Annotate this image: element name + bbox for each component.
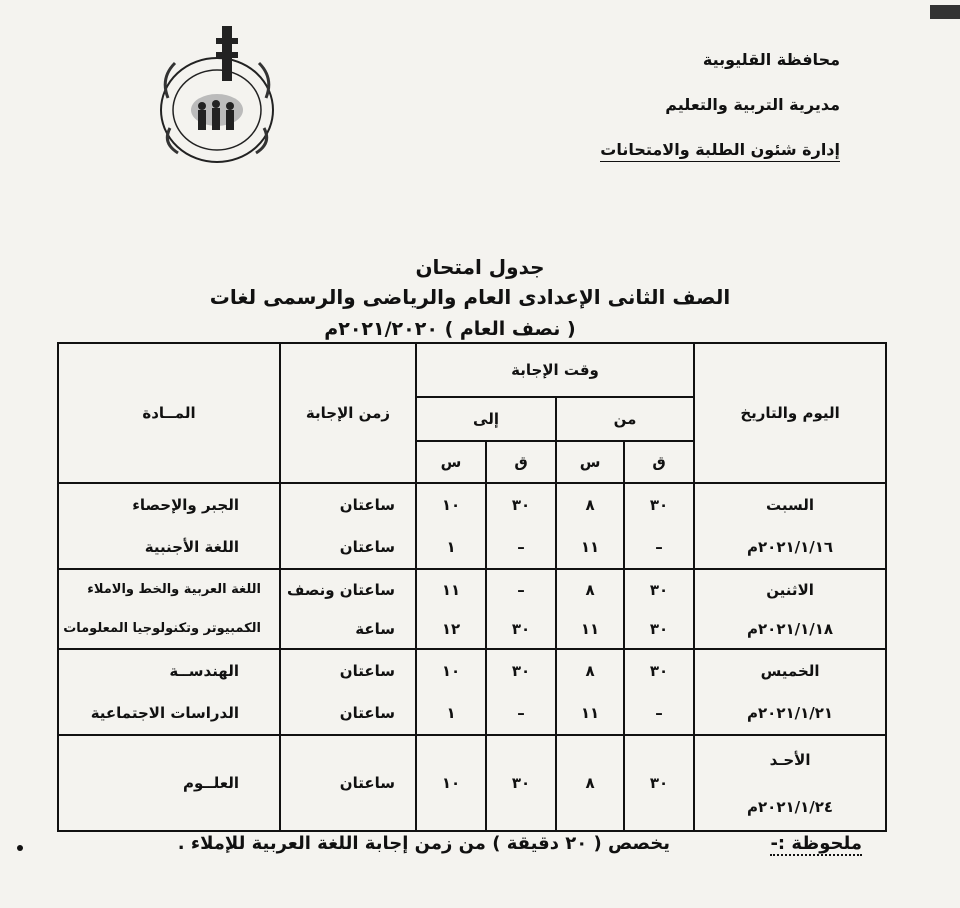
exam-schedule-table bbox=[57, 342, 887, 832]
directorate-label: مديرية التربية والتعليم bbox=[665, 95, 840, 114]
header-from-hour: س bbox=[556, 441, 624, 483]
subject: اللغة الأجنبية bbox=[144, 538, 239, 556]
from-hour: ٨ bbox=[585, 580, 595, 599]
governorate-label: محافظة القليوبية bbox=[702, 50, 840, 69]
to-minute: – bbox=[517, 704, 525, 722]
note-label: ملحوظة :- bbox=[770, 833, 862, 854]
from-minute: – bbox=[655, 538, 663, 556]
term-subtitle: ( نصف العام ) ٢٠٢١/٢٠٢٠م bbox=[324, 318, 576, 340]
to-minute: – bbox=[517, 538, 525, 556]
exam-date: ٢٠٢١/١/١٨م bbox=[747, 619, 834, 638]
corner-mark bbox=[930, 5, 960, 19]
to-hour: ١٢ bbox=[441, 619, 461, 638]
to-hour: ١٠ bbox=[441, 662, 461, 680]
note-text: يخصص ( ٢٠ دقيقة ) من زمن إجابة اللغة العربية للإملاء . bbox=[177, 833, 670, 854]
header-to-hour: س bbox=[416, 441, 486, 483]
duration: ساعتان bbox=[339, 704, 395, 722]
table-row bbox=[58, 569, 886, 649]
to-minute: ٣٠ bbox=[511, 662, 531, 680]
duration: ساعتان bbox=[339, 496, 395, 514]
bullet-dot bbox=[17, 845, 23, 851]
subject: اللغة العربية والخط والاملاء bbox=[87, 581, 261, 597]
exam-date: ٢٠٢١/١/١٦م bbox=[747, 538, 834, 556]
exam-date: ٢٠٢١/١/٢٤م bbox=[747, 797, 834, 816]
to-minute: ٣٠ bbox=[511, 496, 531, 514]
to-minute: – bbox=[517, 580, 525, 599]
from-hour: ١١ bbox=[580, 538, 600, 556]
to-minute: ٣٠ bbox=[486, 735, 556, 831]
day-name: الاثنين bbox=[766, 580, 814, 599]
from-hour: ٨ bbox=[585, 662, 595, 680]
table-row bbox=[58, 649, 886, 735]
to-hour: ١١ bbox=[441, 580, 461, 599]
to-minute: ٣٠ bbox=[511, 619, 531, 638]
subject: العلــوم bbox=[58, 735, 280, 831]
subject: الجبر والإحصاء bbox=[132, 496, 239, 514]
subject: الدراسات الاجتماعية bbox=[90, 704, 239, 722]
subject: الهندســة bbox=[169, 662, 239, 680]
from-hour: ١١ bbox=[580, 704, 600, 722]
from-minute: ٣٠ bbox=[649, 580, 669, 599]
day-name: الخميس bbox=[760, 662, 820, 680]
duration: ساعتان ونصف bbox=[286, 580, 395, 599]
to-hour: ١ bbox=[446, 538, 456, 556]
department-label: إدارة شئون الطلبة والامتحانات bbox=[600, 140, 840, 162]
from-minute: ٣٠ bbox=[624, 735, 694, 831]
duration: ساعتان bbox=[339, 538, 395, 556]
table-row bbox=[58, 483, 886, 569]
grade-subtitle: الصف الثانى الإعدادى العام والرياضى والرسمى لغات bbox=[209, 285, 731, 309]
from-minute: ٣٠ bbox=[649, 619, 669, 638]
header-duration: زمن الإجابة bbox=[280, 343, 416, 483]
header-answer-time: وقت الإجابة bbox=[416, 343, 694, 397]
ministry-seal-icon bbox=[150, 18, 285, 168]
day-name: الأحـد bbox=[769, 750, 811, 769]
from-hour: ١١ bbox=[580, 619, 600, 638]
from-hour: ٨ bbox=[556, 735, 624, 831]
to-hour: ١٠ bbox=[416, 735, 486, 831]
exam-date: ٢٠٢١/١/٢١م bbox=[747, 704, 834, 722]
subject: الكمبيوتر وتكنولوجيا المعلومات bbox=[63, 620, 261, 636]
header-subject: المــادة bbox=[58, 343, 280, 483]
schedule-title: جدول امتحان bbox=[415, 255, 545, 279]
header-from: من bbox=[556, 397, 694, 441]
duration: ساعتان bbox=[280, 735, 416, 831]
from-minute: ٣٠ bbox=[649, 496, 669, 514]
from-hour: ٨ bbox=[585, 496, 595, 514]
header-to-minute: ق bbox=[486, 441, 556, 483]
from-minute: – bbox=[655, 704, 663, 722]
header-from-minute: ق bbox=[624, 441, 694, 483]
table-row bbox=[58, 735, 886, 831]
duration: ساعة bbox=[355, 619, 395, 638]
duration: ساعتان bbox=[339, 662, 395, 680]
from-minute: ٣٠ bbox=[649, 662, 669, 680]
to-hour: ١٠ bbox=[441, 496, 461, 514]
day-name: السبت bbox=[766, 496, 815, 514]
to-hour: ١ bbox=[446, 704, 456, 722]
header-to: إلى bbox=[416, 397, 556, 441]
header-day-date: اليوم والتاريخ bbox=[694, 343, 886, 483]
